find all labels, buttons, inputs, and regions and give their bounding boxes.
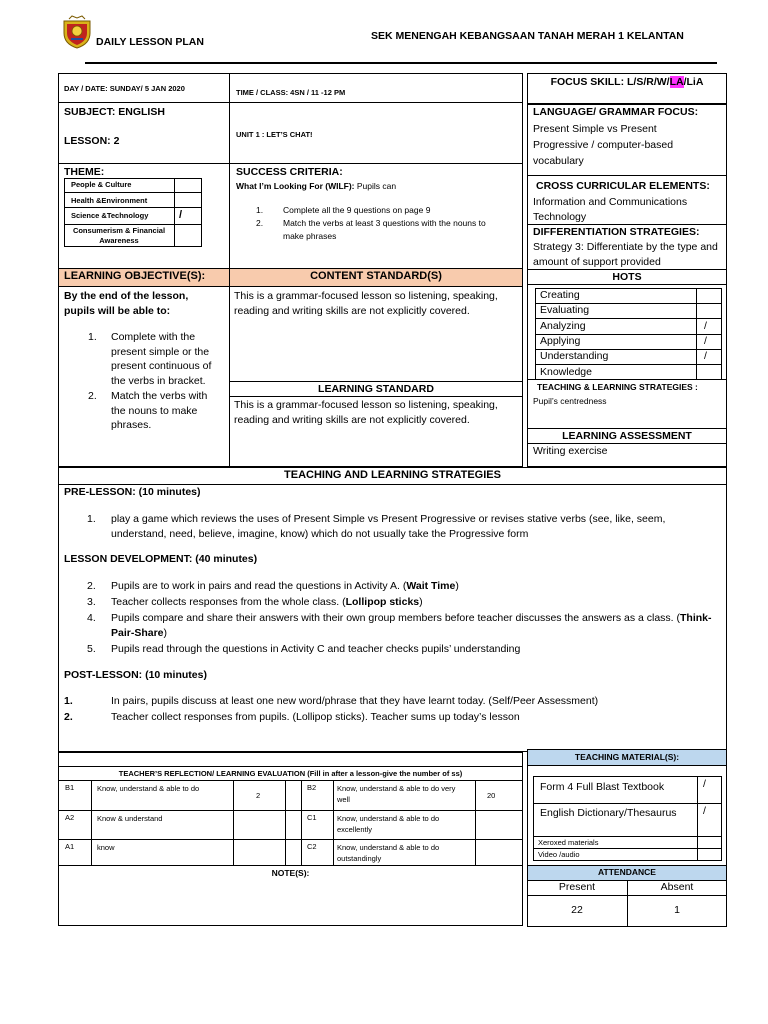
criteria-item: Complete all the 9 questions on page 9 bbox=[283, 205, 431, 215]
differentiation-text: Strategy 3: Differentiate by the type and amount of support provided bbox=[533, 241, 718, 268]
focus-skill-prefix: FOCUS SKILL: L/S/R/W/ bbox=[550, 76, 670, 88]
grade-description: know bbox=[97, 843, 115, 852]
hots-checkmark: / bbox=[704, 320, 707, 332]
hots-item: Analyzing bbox=[540, 320, 586, 332]
document-title: DAILY LESSON PLAN bbox=[96, 36, 204, 48]
pre-lesson-label: PRE-LESSON: (10 minutes) bbox=[64, 486, 201, 498]
differentiation-label: DIFFERENTIATION STRATEGIES: bbox=[533, 226, 700, 238]
learning-standard-text: This is a grammar-focused lesson so listening, speaking, reading and writing skills are not explicitly covered. bbox=[234, 399, 498, 426]
subject: SUBJECT: ENGLISH bbox=[64, 106, 165, 118]
wilf-line bbox=[236, 181, 396, 191]
grade-code: B2 bbox=[307, 783, 317, 792]
theme-item: Consumerism & Financial Awareness bbox=[72, 226, 166, 245]
grade-count: 2 bbox=[256, 791, 261, 800]
day-date: DAY / DATE: SUNDAY/ 5 JAN 2020 bbox=[64, 84, 185, 93]
learning-assessment-header: LEARNING ASSESSMENT bbox=[562, 430, 692, 442]
time-class: TIME / CLASS: 4SN / 11 -12 PM bbox=[236, 88, 346, 97]
lesson-development-label: LESSON DEVELOPMENT: (40 minutes) bbox=[64, 553, 258, 565]
step-number: 1. bbox=[87, 513, 96, 525]
hots-item: Understanding bbox=[540, 350, 609, 362]
school-crest-icon bbox=[60, 15, 94, 49]
objectives-intro: By the end of the lesson, pupils will be able to: bbox=[64, 290, 189, 317]
focus-skill bbox=[527, 76, 727, 88]
wilf-label: What I’m Looking For (WILF): bbox=[236, 181, 355, 191]
objectives-header: LEARNING OBJECTIVE(S): bbox=[64, 270, 206, 282]
lesson-development-list: 2. Pupils are to work in pairs and read the questions in Activity A. (Wait Time) 3. Teacher collects responses from the whole class. (Lollipop sticks) 4. Pupils compare and share their answers with their own group members before teacher discusses the answers as a class. (Think-Pair-Share) 5. Pupils read through the questions in Activity C and teacher checks pupils’ understanding bbox=[87, 580, 712, 656]
learning-assessment-text: Writing exercise bbox=[533, 445, 608, 457]
material-checkmark: / bbox=[703, 805, 706, 817]
grade-description: Know & understand bbox=[97, 814, 163, 823]
grade-code: C2 bbox=[307, 842, 317, 851]
grade-description: Know, understand & able to do bbox=[97, 784, 200, 793]
school-name: SEK MENENGAH KEBANGSAAN TANAH MERAH 1 KELANTAN bbox=[371, 30, 684, 42]
pre-lesson-list bbox=[87, 512, 723, 542]
content-standard-text: This is a grammar-focused lesson so listening, speaking, reading and writing skills are not explicitly covered. bbox=[234, 290, 498, 317]
objectives-list: 1. Complete with the present simple or the present continuous of the verbs in bracket. 2. Match the verbs with the nouns to make phrases. bbox=[88, 331, 212, 432]
attendance-header: ATTENDANCE bbox=[598, 867, 656, 877]
grade-count: 20 bbox=[487, 791, 496, 800]
reflection-header: TEACHER’S REFLECTION/ LEARNING EVALUATION (Fill in after a lesson-give the number of ss) bbox=[118, 769, 463, 778]
materials-header: TEACHING MATERIAL(S): bbox=[574, 752, 680, 762]
material-item: Xeroxed materials bbox=[538, 838, 599, 847]
grade-description: Know, understand & able to do outstandingly bbox=[337, 843, 440, 863]
cross-curricular-label: CROSS CURRICULAR ELEMENTS: bbox=[536, 180, 710, 192]
criteria-item: Match the verbs at least 3 questions with the nouns to make phrases bbox=[283, 218, 486, 241]
tl-strategies-label: TEACHING & LEARNING STRATEGIES : bbox=[537, 382, 698, 392]
focus-skill-highlight: LA bbox=[669, 76, 684, 88]
step-text: play a game which reviews the uses of Present Simple vs Present Progressive or revises stative verbs (see, like, seem, understand, need, believe, imagine, know) which do not usually take the Progressive form bbox=[111, 513, 666, 540]
tls-header: TEACHING AND LEARNING STRATEGIES bbox=[284, 469, 501, 481]
tl-strategies-text: Pupil’s centredness bbox=[533, 396, 607, 406]
learning-standard-header: LEARNING STANDARD bbox=[318, 383, 434, 395]
hots-item: Creating bbox=[540, 289, 580, 301]
hots-checkmark: / bbox=[704, 335, 707, 347]
present-count: 22 bbox=[571, 904, 583, 916]
theme-item: Science &Technology bbox=[71, 211, 149, 220]
content-standard-header: CONTENT STANDARD(S) bbox=[310, 270, 442, 282]
material-item: Video /audio bbox=[538, 850, 580, 859]
post-lesson-list: 1. In pairs, pupils discuss at least one new word/phrase that they have learnt today. (Self/Peer Assessment) 2. Teacher collect responses from pupils. (Lollipop sticks). Teacher sums up today’s lesson bbox=[64, 695, 599, 723]
hots-checkmark: / bbox=[704, 350, 707, 362]
grade-description: Know, understand & able to do very well bbox=[337, 784, 456, 804]
theme-checkmark: / bbox=[179, 209, 183, 221]
material-checkmark: / bbox=[703, 778, 706, 790]
hots-item: Applying bbox=[540, 335, 581, 347]
theme-label: THEME: bbox=[64, 166, 105, 178]
success-criteria-label: SUCCESS CRITERIA: bbox=[236, 166, 343, 178]
material-item: Form 4 Full Blast Textbook bbox=[540, 781, 665, 793]
hots-item: Knowledge bbox=[540, 366, 592, 378]
absent-count: 1 bbox=[674, 904, 680, 916]
grade-code: C1 bbox=[307, 813, 317, 822]
grammar-focus-text: Present Simple vs Present Progressive / computer-based vocabulary bbox=[533, 123, 674, 167]
present-label: Present bbox=[558, 881, 596, 893]
grammar-focus-label: LANGUAGE/ GRAMMAR FOCUS: bbox=[533, 106, 699, 118]
wilf-rest: Pupils can bbox=[354, 181, 397, 191]
focus-skill-suffix: /LiA bbox=[683, 76, 704, 88]
objective-item: Complete with the present simple or the present continuous of the verbs in bracket. bbox=[111, 331, 212, 388]
grade-code: A1 bbox=[65, 842, 75, 851]
cross-curricular-text: Information and Communications Technology bbox=[533, 196, 688, 223]
theme-item: Health &Environment bbox=[71, 196, 148, 205]
hots-item: Evaluating bbox=[540, 304, 590, 316]
material-item: English Dictionary/Thesaurus bbox=[540, 807, 677, 819]
hots-header: HOTS bbox=[612, 271, 642, 283]
absent-label: Absent bbox=[660, 881, 694, 893]
lesson-number: LESSON: 2 bbox=[64, 135, 120, 147]
success-criteria-list: 1. Complete all the 9 questions on page 9 2. Match the verbs at least 3 questions with the nouns to make phrases bbox=[256, 205, 486, 241]
theme-item: People & Culture bbox=[71, 180, 132, 189]
objective-item: Match the verbs with the nouns to make phrases. bbox=[111, 389, 208, 432]
grade-code: B1 bbox=[65, 783, 75, 792]
post-lesson-label: POST-LESSON: (10 minutes) bbox=[64, 669, 207, 681]
header-rule bbox=[85, 62, 717, 64]
grade-code: A2 bbox=[65, 813, 75, 822]
notes-label: NOTE(S): bbox=[271, 868, 310, 878]
unit-title: UNIT 1 : LET’S CHAT! bbox=[236, 130, 313, 139]
grade-description: Know, understand & able to do excellently bbox=[337, 814, 440, 834]
